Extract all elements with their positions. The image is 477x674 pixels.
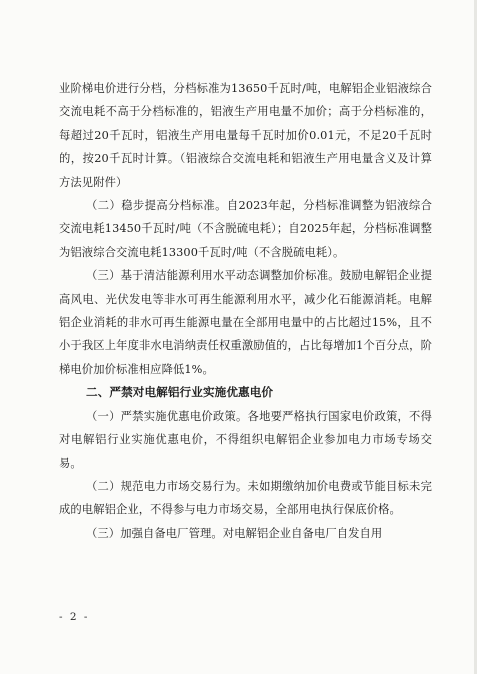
paragraph-regulate-market-trading: （二）规范电力市场交易行为。未如期缴纳加价电费或节能目标未完成的电解铝企业，不得参与电力市场交易，全部用电执行保底价格。 <box>59 479 432 517</box>
paragraph-raise-tier-standard: （二）稳步提高分档标准。自2023年起，分档标准调整为铝液综合交流电耗13450千瓦时/吨（不含脱硫电耗）；自2025年起，分档标准调整为铝液综合交流电耗13300千瓦时/吨（不含脱硫电耗）。 <box>59 199 432 259</box>
paragraph-clean-energy-adjustment: （三）基于清洁能源利用水平动态调整加价标准。鼓励电解铝企业提高风电、光伏发电等非水可再生能源利用水平，减少化石能源消耗。电解铝企业消耗的非水可再生能源电量在全部用电量中的占比超过15%，且不小于我区上年度非水电消纳责任权重激励值的，占比每增加1个百分点，阶梯电价加价标准相应降低1%。 <box>59 269 432 376</box>
paragraph-tiered-pricing-cont: 业阶梯电价进行分档，分档标准为13650千瓦时/吨，电解铝企业铝液综合交流电耗不高于分档标准的，铝液生产用电量不加价；高于分档标准的，每超过20千瓦时，铝液生产用电量每千瓦时加价0.01元，不足20千瓦时的，按20千瓦时计算。（铝液综合交流电耗和铝液生产用电量含义及计算方法见附件） <box>59 82 432 189</box>
page-number: - 2 - <box>59 611 90 623</box>
paragraph-self-owned-plants: （三）加强自备电厂管理。对电解铝企业自备电厂自发自用 <box>86 526 383 540</box>
paragraph-ban-preferential-price: （一）严禁实施优惠电价政策。各地要严格执行国家电价政策，不得对电解铝行业实施优惠电价，不得组织电解铝企业参加电力市场专场交易。 <box>59 409 432 470</box>
section-heading-2: 二、严禁对电解铝行业实施优惠电价 <box>86 385 274 400</box>
document-body <box>59 77 432 545</box>
